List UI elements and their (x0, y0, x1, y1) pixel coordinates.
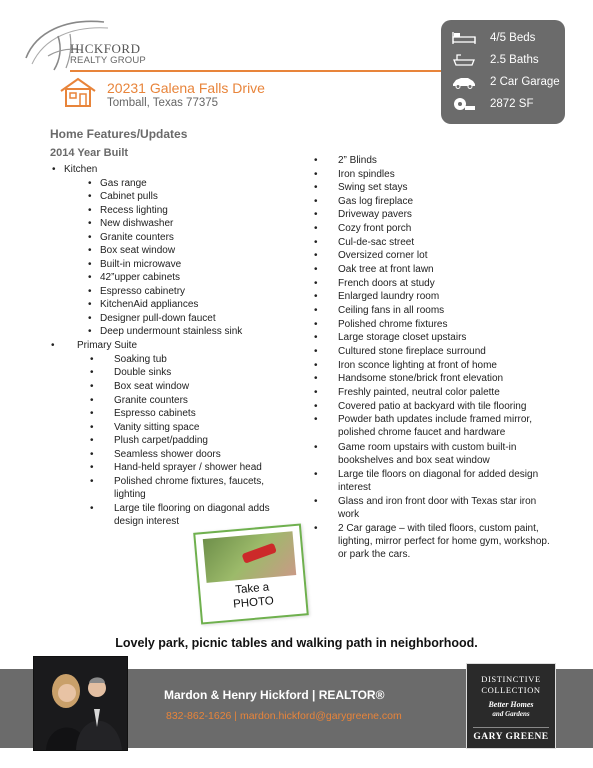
list-item: • Vanity sitting space (90, 422, 200, 433)
logo-subtitle: REALTY GROUP (70, 55, 146, 66)
list-item: • Seamless shower doors (90, 449, 221, 460)
list-item: • Iron spindles (314, 169, 395, 180)
list-item: • Large tile flooring on diagonal adds design interest (90, 503, 270, 527)
property-address: 20231 Galena Falls Drive (107, 80, 265, 96)
stat-baths (441, 51, 565, 71)
list-item: • Iron sconce lighting at front of home (314, 360, 497, 371)
list-item: • Driveway pavers (314, 209, 412, 220)
list-item: • French doors at study (314, 278, 435, 289)
features-heading: Home Features/Updates (50, 127, 188, 141)
primary-suite-label: • Primary Suite (51, 340, 138, 351)
logo-name: HICKFORD (70, 41, 141, 56)
brokerage-logo (466, 663, 556, 749)
list-item: • Hand-held sprayer / shower head (90, 462, 262, 473)
stat-beds-text: 4/5 Beds (490, 32, 536, 44)
list-item: • Large tile floors on diagonal for added design interest (314, 469, 539, 493)
take-photo-card[interactable] (193, 523, 309, 624)
list-item: • Deep undermount stainless sink (88, 326, 243, 337)
list-item: • Large storage closet upstairs (314, 332, 467, 343)
list-item: • Cul-de-sac street (314, 237, 415, 248)
list-item: • Polished chrome fixtures (314, 319, 448, 330)
list-item: • Handsome stone/brick front elevation (314, 373, 504, 384)
list-item: • Recess lighting (88, 205, 168, 216)
list-item: • Polished chrome fixtures, faucets, lighting (90, 476, 265, 500)
stat-baths-text: 2.5 Baths (490, 54, 539, 66)
list-item: • Espresso cabinetry (88, 286, 186, 297)
tape-measure-icon (452, 97, 476, 111)
list-item: • New dishwasher (88, 218, 174, 229)
list-item: • Espresso cabinets (90, 408, 196, 419)
bed-icon (452, 31, 476, 45)
list-item: • Powder bath updates include framed mirror, polished chrome faucet and hardware (314, 414, 532, 438)
list-item: • Built-in microwave (88, 259, 182, 270)
brand-line-1: DISTINCTIVE (481, 674, 541, 684)
agents-portrait-icon (34, 657, 127, 750)
property-city: Tomball, Texas 77375 (107, 97, 219, 109)
year-built: 2014 Year Built (50, 147, 129, 159)
stat-beds (441, 29, 565, 49)
list-item: • Game room upstairs with custom built-in bookshelves and box seat window (314, 442, 517, 466)
list-item: • Box seat window (90, 381, 190, 392)
list-item: • Oversized corner lot (314, 250, 428, 261)
list-item: • KitchenAid appliances (88, 299, 199, 310)
list-item: • Gas log fireplace (314, 196, 414, 207)
list-item: • Freshly painted, neutral color palette (314, 387, 500, 398)
list-item: • Designer pull-down faucet (88, 313, 216, 324)
take-photo-caption: Take a PHOTO (232, 581, 275, 611)
car-icon (452, 75, 476, 89)
header-divider (70, 70, 442, 72)
agent-photo (33, 656, 128, 751)
bathtub-icon (452, 53, 476, 67)
list-item: • Double sinks (90, 367, 172, 378)
list-item: • Box seat window (88, 245, 176, 256)
brand-line-4: and Gardens (492, 710, 530, 718)
agent-name: Mardon & Henry Hickford | REALTOR® (164, 688, 385, 702)
stat-sqft (441, 95, 565, 115)
brand-line-3: Better Homes (488, 700, 534, 709)
brand-divider (473, 727, 549, 728)
phone-icon (242, 543, 277, 564)
list-item: • 42”upper cabinets (88, 272, 181, 283)
photo-thumbnail (203, 531, 296, 583)
kitchen-label: • Kitchen (52, 164, 98, 175)
stat-garage (441, 73, 565, 93)
list-item: • Granite counters (88, 232, 174, 243)
list-item: • Swing set stays (314, 182, 408, 193)
list-item: • Soaking tub (90, 354, 167, 365)
list-item: • Oak tree at front lawn (314, 264, 434, 275)
property-stats-panel (441, 20, 565, 124)
list-item: • Enlarged laundry room (314, 291, 440, 302)
list-item: • Covered patio at backyard with tile flooring (314, 401, 527, 412)
list-item: • Cabinet pulls (88, 191, 158, 202)
stat-garage-text: 2 Car Garage (490, 76, 560, 88)
brand-line-2: COLLECTION (481, 685, 541, 695)
list-item: • Cultured stone fireplace surround (314, 346, 486, 357)
list-item: • Granite counters (90, 395, 188, 406)
list-item: • 2 Car garage – with tiled floors, custom paint, lighting, mirror perfect for home gym, workshop. or park the cars. (314, 523, 550, 560)
neighborhood-note: Lovely park, picnic tables and walking path in neighborhood. (115, 636, 478, 650)
list-item: • Gas range (88, 178, 147, 189)
list-item: • Plush carpet/padding (90, 435, 208, 446)
list-item: • Ceiling fans in all rooms (314, 305, 445, 316)
brand-line-5: GARY GREENE (473, 732, 549, 742)
list-item: • 2” Blinds (314, 155, 377, 166)
list-item: • Cozy front porch (314, 223, 412, 234)
agent-contact[interactable]: 832-862-1626 | mardon.hickford@garygreene.com (166, 710, 402, 722)
list-item: • Glass and iron front door with Texas star iron work (314, 496, 537, 520)
house-icon (58, 76, 98, 108)
stat-sqft-text: 2872 SF (490, 98, 534, 110)
